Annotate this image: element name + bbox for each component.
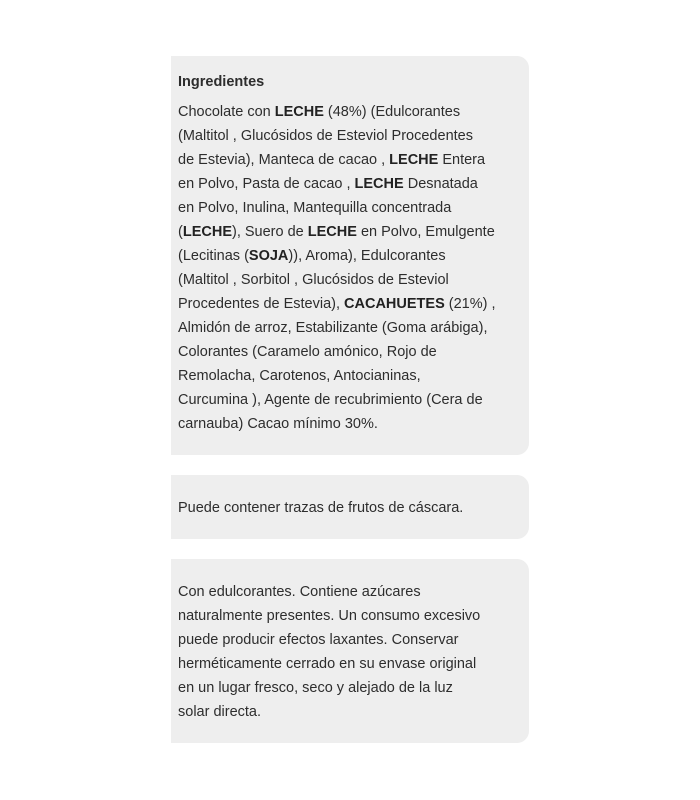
text-segment: Curcumina ), Agente de recubrimiento (Cera de: [178, 392, 483, 408]
text-segment: naturalmente presentes. Un consumo excesivo: [178, 608, 481, 624]
text-line: [178, 100, 529, 124]
text-line: [178, 172, 529, 196]
text-segment: Puede contener trazas de frutos de cáscara.: [178, 500, 464, 516]
text-segment: solar directa.: [178, 704, 262, 720]
allergen-emphasis: LECHE: [182, 224, 232, 240]
text-segment: Colorantes (Caramelo amónico, Rojo de: [178, 344, 437, 360]
text-line: [178, 220, 529, 244]
text-segment: en Polvo, Inulina, Mantequilla concentrada: [178, 200, 452, 216]
usage-notes-card: [171, 559, 529, 743]
text-segment: Procedentes de Estevia),: [178, 296, 345, 312]
text-segment: Remolacha, Carotenos, Antocianinas,: [178, 368, 421, 384]
text-segment: herméticamente cerrado en su envase original: [178, 656, 477, 672]
text-line: [178, 652, 529, 676]
ingredients-text: [178, 100, 529, 436]
text-line: [178, 196, 529, 220]
text-line: [178, 364, 529, 388]
allergen-traces-card: [171, 475, 529, 539]
text-line: [178, 388, 529, 412]
text-segment: (Maltitol , Glucósidos de Esteviol Procedentes: [178, 128, 473, 144]
text-segment: en Polvo, Emulgente: [356, 224, 495, 240]
text-segment: de Estevia), Manteca de cacao ,: [178, 152, 390, 168]
text-segment: ), Suero de: [232, 224, 308, 240]
text-segment: Entera: [438, 152, 486, 168]
text-segment: (48%) (Edulcorantes: [323, 104, 461, 120]
text-segment: carnauba) Cacao mínimo 30%.: [178, 416, 378, 432]
text-line: [178, 148, 529, 172]
text-segment: (21%) ,: [444, 296, 496, 312]
text-segment: en Polvo, Pasta de cacao ,: [178, 176, 355, 192]
text-segment: Chocolate con: [178, 104, 275, 120]
allergen-emphasis: LECHE: [389, 152, 439, 168]
text-line: [178, 412, 529, 436]
text-line: [178, 124, 529, 148]
text-segment: puede producir efectos laxantes. Conservar: [178, 632, 459, 648]
ingredients-title: Ingredientes: [178, 74, 265, 90]
text-segment: Con edulcorantes. Contiene azúcares: [178, 584, 421, 600]
text-line: [178, 316, 529, 340]
text-line: [178, 496, 529, 520]
text-line: [178, 700, 529, 724]
allergen-traces-text: [178, 496, 529, 520]
text-segment: (Lecitinas (: [178, 248, 249, 264]
allergen-emphasis: LECHE: [274, 104, 324, 120]
text-line: [178, 268, 529, 292]
allergen-emphasis: SOJA: [248, 248, 289, 264]
allergen-emphasis: CACAHUETES: [344, 296, 445, 312]
text-segment: (Maltitol , Sorbitol , Glucósidos de Esteviol: [178, 272, 449, 288]
text-line: [178, 628, 529, 652]
allergen-emphasis: LECHE: [307, 224, 357, 240]
text-segment: en un lugar fresco, seco y alejado de la luz: [178, 680, 453, 696]
text-line: [178, 244, 529, 268]
text-line: [178, 580, 529, 604]
allergen-emphasis: LECHE: [354, 176, 404, 192]
text-segment: Desnatada: [403, 176, 478, 192]
text-line: [178, 604, 529, 628]
text-line: [178, 340, 529, 364]
ingredients-card: [171, 56, 529, 455]
text-segment: (: [178, 224, 183, 240]
text-segment: Almidón de arroz, Estabilizante (Goma arábiga),: [178, 320, 488, 336]
text-line: [178, 676, 529, 700]
text-segment: )), Aroma), Edulcorantes: [288, 248, 446, 264]
usage-notes-text: [178, 580, 529, 724]
text-line: [178, 292, 529, 316]
